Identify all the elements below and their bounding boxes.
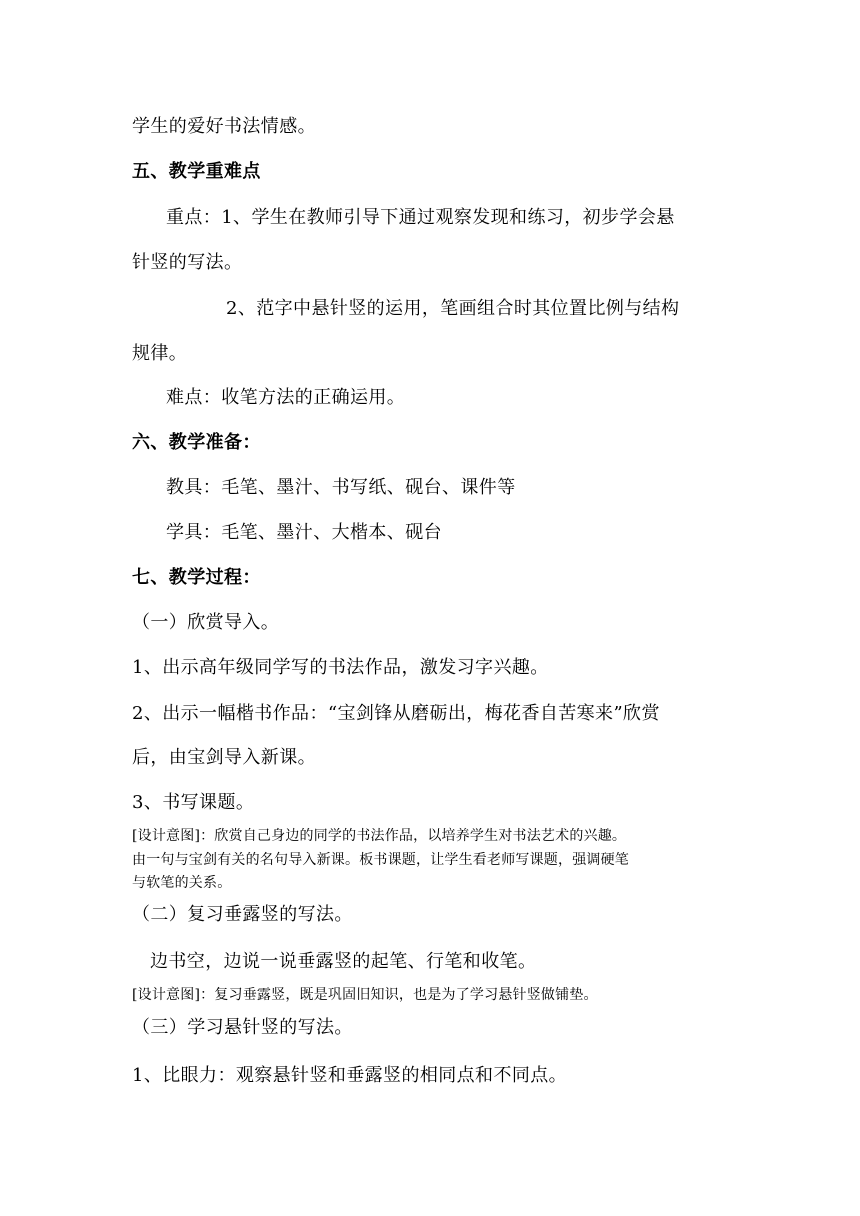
text-line: 学生的爱好书法情感。: [132, 116, 316, 137]
text-line: 难点：收笔方法的正确运用。: [166, 387, 406, 408]
text-line: 1、比眼力：观察悬针竖和垂露竖的相同点和不同点。: [132, 1065, 568, 1086]
text-line: 规律。: [132, 343, 188, 364]
text-line: （二）复习垂露竖的写法。: [132, 904, 353, 925]
section-heading: 六、教学准备：: [132, 432, 261, 453]
section-heading: 七、教学过程：: [132, 567, 261, 588]
text-line: （三）学习悬针竖的写法。: [132, 1017, 353, 1038]
text-line: 后，由宝剑导入新课。: [132, 747, 316, 768]
design-note: [设计意图]：欣赏自己身边的同学的书法作品，以培养学生对书法艺术的兴趣。: [132, 828, 627, 844]
text-line: 针竖的写法。: [132, 252, 243, 273]
text-line: 3、书写课题。: [132, 792, 255, 813]
design-note: [设计意图]：复习垂露竖，既是巩固旧知识，也是为了学习悬针竖做铺垫。: [132, 987, 598, 1003]
text-line: （一）欣赏导入。: [132, 612, 280, 633]
section-heading: 五、教学重难点: [132, 161, 261, 182]
text-line: 教具：毛笔、墨汁、书写纸、砚台、课件等: [166, 477, 516, 498]
text-line: 重点：1、学生在教师引导下通过观察发现和练习，初步学会悬: [166, 207, 675, 228]
text-line: 2、范字中悬针竖的运用，笔画组合时其位置比例与结构: [226, 298, 680, 319]
design-note: 由一句与宝剑有关的名句导入新课。板书课题，让学生看老师写课题，强调硬笔: [132, 852, 629, 868]
text-line: 边书空，边说一说垂露竖的起笔、行笔和收笔。: [150, 951, 537, 972]
design-note: 与软笔的关系。: [132, 875, 232, 891]
text-line: 2、出示一幅楷书作品：“宝剑锋从磨砺出，梅花香自苦寒来”欣赏: [132, 703, 660, 724]
text-line: 学具：毛笔、墨汁、大楷本、砚台: [166, 522, 442, 543]
text-line: 1、出示高年级同学写的书法作品，激发习字兴趣。: [132, 657, 549, 678]
